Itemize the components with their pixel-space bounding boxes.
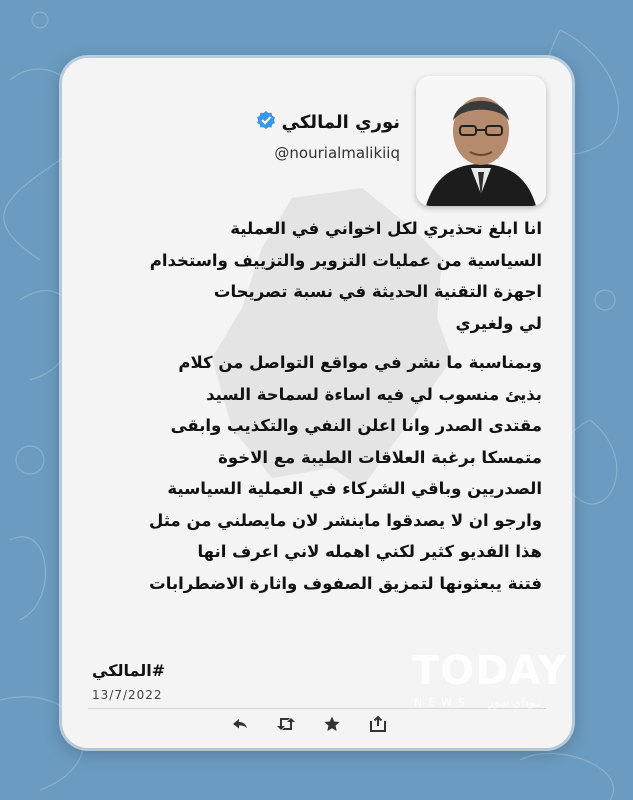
tweet-line: اجهزة التقنية الحديثة في نسبة تصريحات [213, 282, 542, 301]
tweet-card [62, 58, 572, 748]
watermark-sub [414, 696, 541, 709]
author-name-row [256, 110, 400, 134]
today-news-watermark [412, 648, 592, 718]
tweet-body [88, 213, 542, 607]
tweet-actions [230, 714, 388, 734]
tweet-line: السياسية من عمليات التزوير والتزييف واستخدام [149, 250, 542, 270]
tweet-line: هذا الفديو كثير لكني اهمله لاني اعرف انها [197, 542, 542, 561]
tweet-line: انا ابلغ تحذيري لكل اخواني في العملية [230, 219, 542, 238]
reply-icon[interactable] [230, 714, 250, 734]
author-handle[interactable]: @nourialmalikiiq [274, 144, 400, 162]
author-name[interactable]: نوري المالكي [281, 111, 400, 133]
retweet-icon[interactable] [276, 714, 296, 734]
tweet-line: متمسكا برغبة العلاقات الطيبة مع الاخوة [218, 447, 542, 467]
watermark-word: TODAY [412, 648, 568, 694]
profile-avatar[interactable] [416, 76, 546, 206]
tweet-date: 13/7/2022 [92, 688, 163, 702]
tweet-paragraph [88, 347, 542, 599]
tweet-paragraph [88, 213, 542, 339]
hashtag-link[interactable]: #المالكي [92, 661, 166, 680]
tweet-line: لي ولغيري [455, 313, 542, 333]
tweet-line: وبمناسبة ما نشر في مواقع التواصل من كلام [178, 353, 542, 372]
verified-badge-icon [256, 110, 276, 134]
tweet-line: الصدريين وباقي الشركاء في العملية السياسية [167, 479, 542, 498]
star-icon[interactable] [322, 714, 342, 734]
tweet-line: بذيئ منسوب لي فيه اساءة لسماحة السيد [206, 384, 542, 404]
tweet-line: وارجو ان لا يصدقوا ماينشر لان مايصلني من مثل [149, 510, 542, 530]
watermark-sub-ar: تـوداي نيـوز [488, 696, 542, 709]
watermark-sub-en: NEWS [414, 696, 472, 709]
tweet-line: فتنة يبعثونها لتمزيق الصفوف واثارة الاضطرابات [149, 573, 542, 593]
portrait-image [416, 76, 546, 206]
tweet-line: مقتدى الصدر وانا اعلن النفي والتكذيب وابقى [170, 416, 542, 435]
share-icon[interactable] [368, 714, 388, 734]
